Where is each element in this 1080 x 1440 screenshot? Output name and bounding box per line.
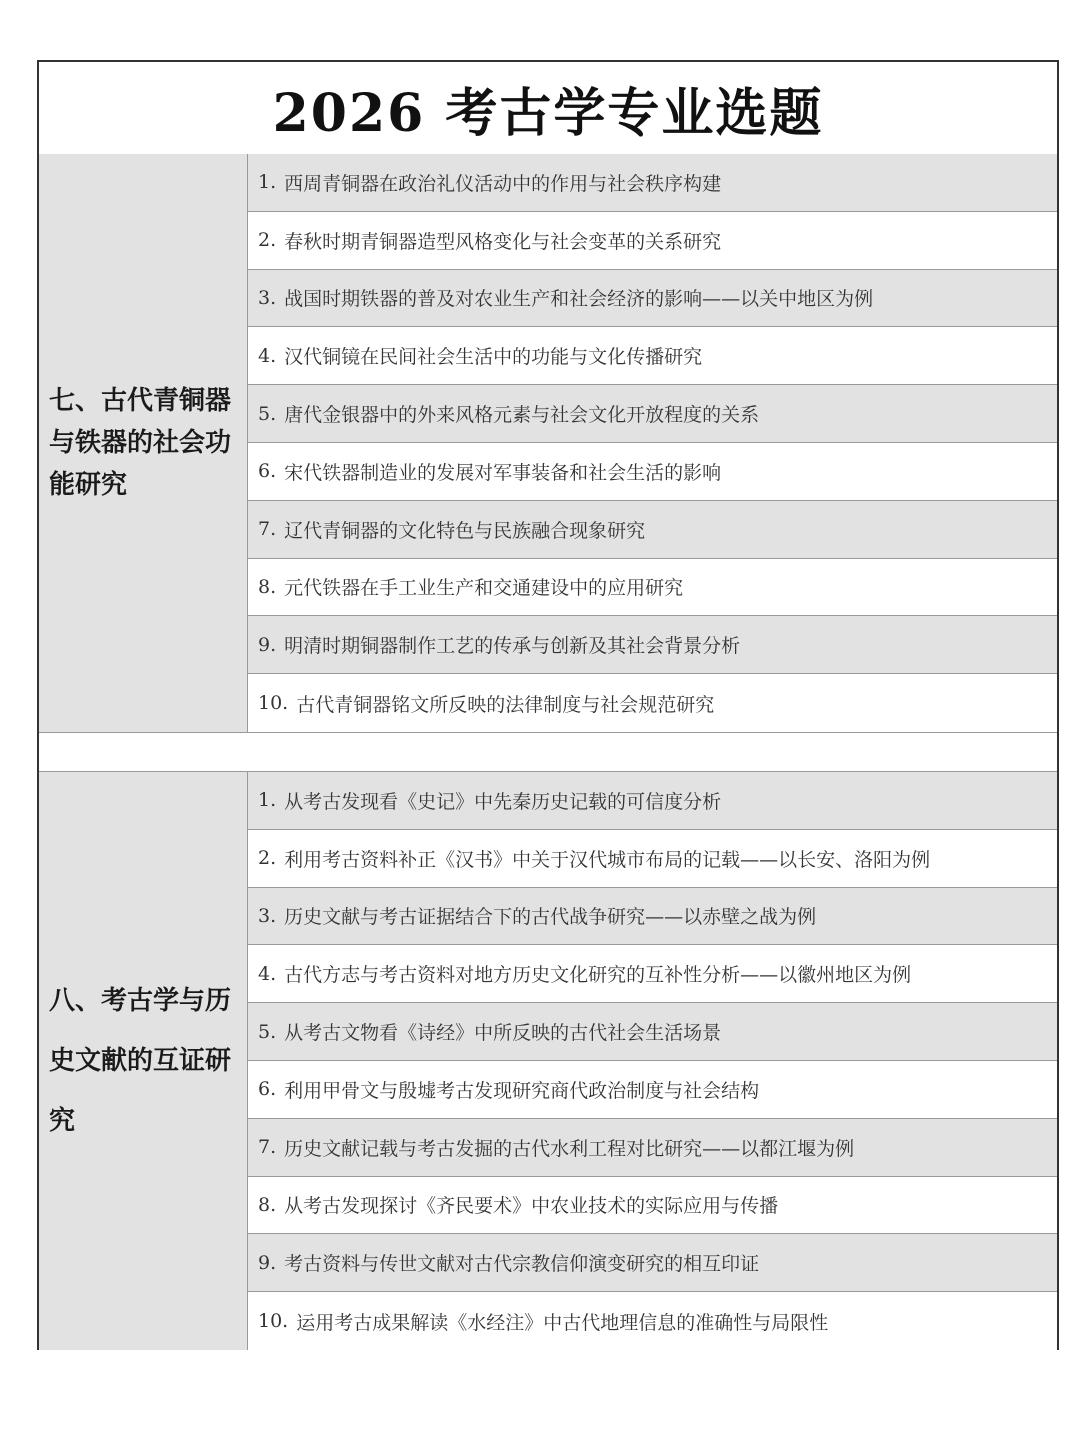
topic-number: 1. [258,789,277,812]
topic-row [248,154,1057,212]
topic-text: 从考古文物看《诗经》中所反映的古代社会生活场景 [284,1022,722,1045]
topic-text: 从考古发现看《史记》中先秦历史记载的可信度分析 [284,790,722,813]
topic-number: 3. [258,904,277,927]
topic-row [248,1061,1057,1119]
topic-row [248,212,1057,270]
topic-text: 从考古发现探讨《齐民要术》中农业技术的实际应用与传播 [284,1195,779,1218]
topic-number: 4. [258,962,277,985]
topic-text: 历史文献记载与考古发掘的古代水利工程对比研究——以都江堰为例 [284,1137,855,1160]
section-label [39,772,248,1350]
section-archaeology-history [39,772,1057,1350]
section-spacer [39,733,1057,772]
topic-row [248,385,1057,443]
topic-text: 汉代铜镜在民间社会生活中的功能与文化传播研究 [284,346,703,369]
topic-number: 10. [258,1310,289,1333]
topic-text: 宋代铁器制造业的发展对军事装备和社会生活的影响 [284,461,722,484]
topic-number: 8. [258,1193,277,1216]
topic-number: 2. [258,847,277,870]
section-bronze-iron [39,154,1057,733]
topic-row [248,1234,1057,1292]
topic-row [248,443,1057,501]
topic-text: 考古资料与传世文献对古代宗教信仰演变研究的相互印证 [284,1253,760,1276]
section-label-text: 八、考古学与历史文献的互证研究 [49,986,232,1136]
topic-number: 6. [258,1078,277,1101]
topic-text: 西周青铜器在政治礼仪活动中的作用与社会秩序构建 [284,172,722,195]
topic-number: 6. [258,460,277,483]
topic-text: 历史文献与考古证据结合下的古代战争研究——以赤壁之战为例 [284,906,817,929]
topic-table [37,60,1059,1350]
page-title: 2026 考古学专业选题 [272,82,824,144]
section-label-text: 七、古代青铜器与铁器的社会功能研究 [49,386,232,500]
topic-number: 9. [258,1251,277,1274]
topic-number: 7. [258,518,277,541]
topic-text: 辽代青铜器的文化特色与民族融合现象研究 [284,519,646,542]
topic-number: 7. [258,1136,277,1159]
topic-text: 古代方志与考古资料对地方历史文化研究的互补性分析——以徽州地区为例 [284,964,912,987]
topic-row [248,1177,1057,1235]
topic-row [248,945,1057,1003]
topic-row [248,1003,1057,1061]
topic-number: 2. [258,229,277,252]
topic-row [248,1119,1057,1177]
section-label [39,154,248,732]
topic-list [248,154,1057,732]
topic-text: 利用甲骨文与殷墟考古发现研究商代政治制度与社会结构 [284,1079,760,1102]
topic-number: 8. [258,575,277,598]
topic-row [248,616,1057,674]
topic-text: 唐代金银器中的外来风格元素与社会文化开放程度的关系 [284,404,760,427]
topic-row [248,1292,1057,1350]
topic-number: 1. [258,171,277,194]
topic-row [248,270,1057,328]
topic-number: 9. [258,633,277,656]
topic-number: 3. [258,286,277,309]
topic-row [248,888,1057,946]
topic-number: 10. [258,692,289,715]
topic-number: 4. [258,344,277,367]
topic-number: 5. [258,1020,277,1043]
topic-text: 明清时期铜器制作工艺的传承与创新及其社会背景分析 [284,635,741,658]
topic-row [248,327,1057,385]
topic-text: 利用考古资料补正《汉书》中关于汉代城市布局的记载——以长安、洛阳为例 [284,848,931,871]
topic-text: 战国时期铁器的普及对农业生产和社会经济的影响——以关中地区为例 [284,288,874,311]
topic-row [248,559,1057,617]
topic-text: 古代青铜器铭文所反映的法律制度与社会规范研究 [296,693,715,716]
topic-row [248,501,1057,559]
topic-text: 元代铁器在手工业生产和交通建设中的应用研究 [284,577,684,600]
topic-number: 5. [258,402,277,425]
topic-row [248,772,1057,830]
title-row [39,62,1057,156]
topic-list [248,772,1057,1350]
topic-text: 运用考古成果解读《水经注》中古代地理信息的准确性与局限性 [296,1311,829,1334]
topic-row [248,830,1057,888]
topic-row [248,674,1057,732]
topic-text: 春秋时期青铜器造型风格变化与社会变革的关系研究 [284,230,722,253]
